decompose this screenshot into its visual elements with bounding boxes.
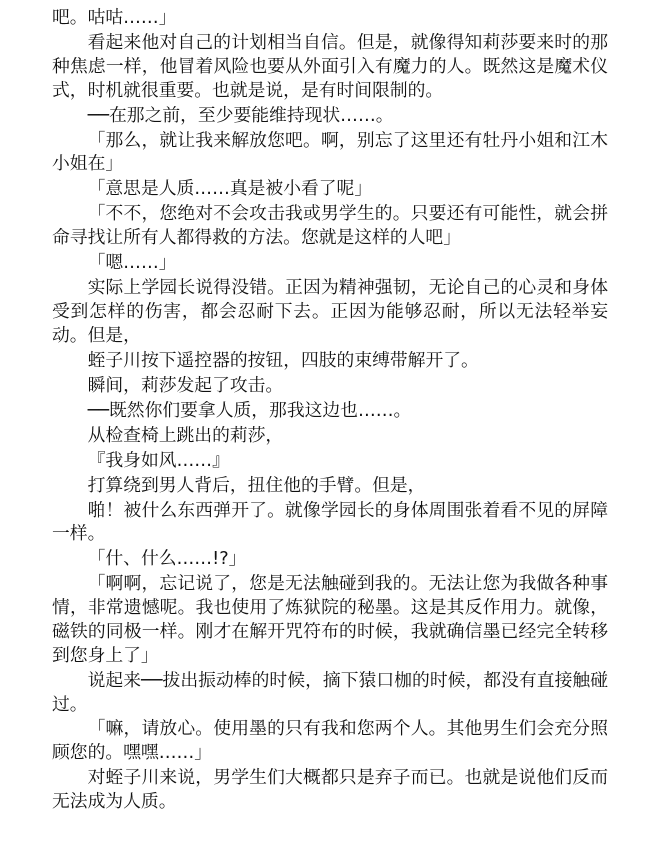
paragraph: 瞬间，莉莎发起了攻击。 [87, 374, 284, 396]
paragraph: 「什、什么……!?」 [87, 548, 247, 570]
paragraph: 打算绕到男人背后，扭住他的手臂。但是， [87, 474, 426, 496]
paragraph: ──既然你们要拿人质，那我这边也……。 [87, 399, 412, 421]
paragraph: 「意思是人质……真是被小看了呢」 [87, 178, 373, 200]
paragraph: 啪！被什么东西弹开了。就像学园长的身体周围张着看不见的屏障一样。 [52, 499, 608, 545]
paragraph: 「啊啊，忘记说了，您是无法触碰到我的。无法让您为我做各种事情，非常遗憾呢。我也使用了炼狱院的秘墨。这是其反作用力。就像，磁铁的同极一样。刚才在解开咒符布的时候，我就确信墨已经完全转移到您身上了」 [52, 573, 608, 666]
paragraph: 实际上学园长说得没错。正因为精神强韧，无论自己的心灵和身体受到怎样的伤害，都会忍耐下去。正因为能够忍耐，所以无法轻举妄动。但是， [52, 277, 608, 346]
paragraph: 对蛭子川来说，男学生们大概都只是弃子而已。也就是说他们反而无法成为人质。 [52, 767, 608, 813]
paragraph: 说起来──拔出振动棒的时候，摘下猿口枷的时候，都没有直接触碰过。 [52, 669, 608, 715]
paragraph: 蛭子川按下遥控器的按钮，四肢的束缚带解开了。 [87, 349, 479, 371]
paragraph: 『我身如风……』 [87, 449, 230, 471]
paragraph: 「嗯……」 [87, 252, 177, 274]
paragraph: 吧。咕咕……」 [52, 7, 177, 28]
novel-page [52, 6, 608, 814]
paragraph: 「嘛，请放心。使用墨的只有我和您两个人。其他男生们会充分照顾您的。嘿嘿……」 [52, 718, 608, 764]
paragraph: 「那么，就让我来解放您吧。啊，别忘了这里还有牡丹小姐和江木小姐在」 [52, 129, 608, 175]
paragraph: ──在那之前，至少要能维持现状……。 [87, 104, 394, 126]
paragraph: 「不不，您绝对不会攻击我或男学生的。只要还有可能性，就会拼命寻找让所有人都得救的方法。您就是这样的人吧」 [52, 203, 608, 249]
paragraph: 看起来他对自己的计划相当自信。但是，就像得知莉莎要来时的那种焦虑一样，他冒着风险也要从外面引入有魔力的人。既然这是魔术仪式，时机就很重要。也就是说，是有时间限制的。 [52, 31, 608, 101]
paragraph: 从检查椅上跳出的莉莎， [87, 424, 284, 446]
